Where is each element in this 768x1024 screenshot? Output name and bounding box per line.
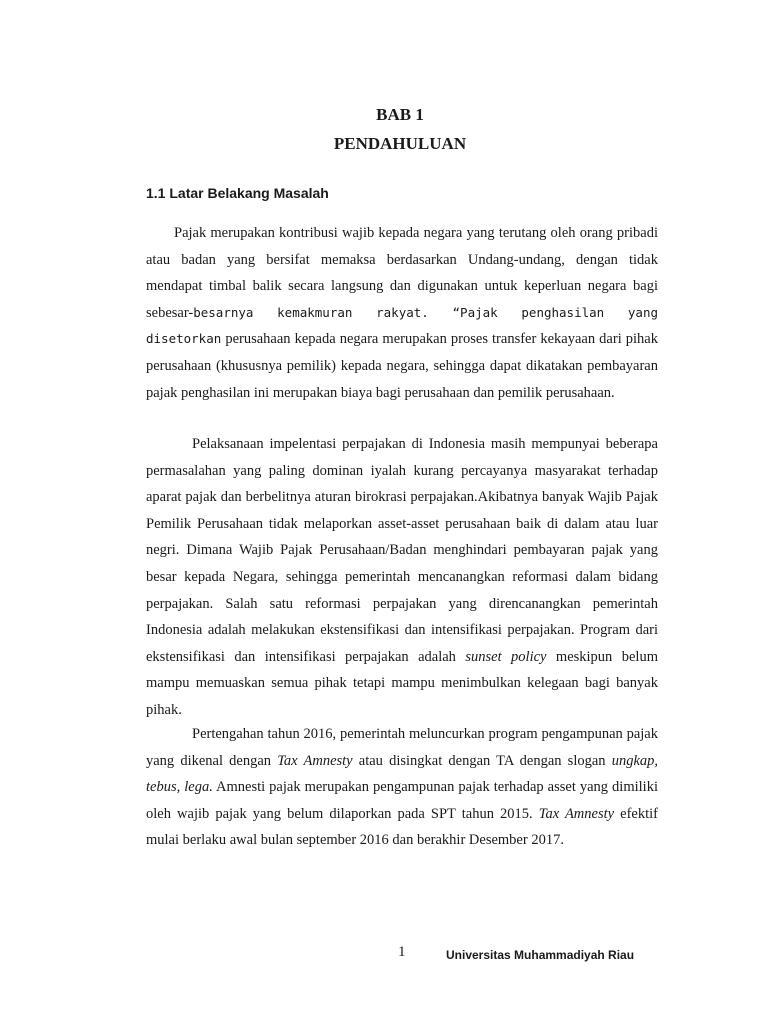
paragraph-3-italic-slogan: ungkap, tebus, lega.: [146, 752, 658, 796]
paragraph-2-text-a: Pelaksanaan impelentasi perpajakan di Indonesia masih mempunyai beberapa permasalahan yang paling dominan iyalah kurang percayanya masyarakat terhadap aparat pajak dan berbelitnya aturan birokrasi perpajakan.Akibatnya banyak Wajib Pajak Pemilik Perusahaan tidak melaporkan asset-asset perusahaan baik di dalam atau luar negri. Dimana Wajib Pajak Perusahaan/Badan menghindari pembayaran pajak yang besar kepada Negara, sehingga pemerintah mencanangkan reformasi dalam bidang perpajakan. Salah satu reformasi perpajakan yang direncanangkan pemerintah Indonesia adalah melakukan ekstensifikasi dan intensifikasi perpajakan. Program dari ekstensifikasi dan intensifikasi perpajakan adalah: [146, 436, 658, 665]
paragraph-3-text-c: Amnesti pajak merupakan pengampunan pajak terhadap asset yang dimiliki oleh wajib pajak yang belum dilaporkan pada SPT tahun 2015.: [146, 779, 658, 822]
paragraph-1-text-mono: besarnya kemakmuran rakyat. “Pajak penghasilan yang disetorkan: [146, 304, 658, 347]
paragraph-3-text-b: atau disingkat dengan TA dengan slogan: [352, 752, 612, 769]
footer-institution: Universitas Muhammadiyah Riau: [446, 948, 635, 962]
paragraph-3-italic-term-1: Tax Amnesty: [277, 752, 353, 769]
paragraph-3: [146, 721, 658, 854]
paragraph-1-text-c: perusahaan kepada negara merupakan proses transfer kekayaan dari pihak perusahaan (khususnya pemilik) kepada negara, sehingga dapat dikatakan pembayaran pajak penghasilan ini merupakan biaya bagi perusahaan dan pemilik perusahaan.: [146, 331, 658, 401]
page-number: 1: [398, 944, 406, 960]
chapter-number: BAB 1: [376, 105, 424, 124]
paragraph-3-text-a: Pertengahan tahun 2016, pemerintah meluncurkan program pengampunan pajak yang dikenal dengan: [146, 726, 658, 769]
paragraph-2: [146, 431, 658, 724]
chapter-title: PENDAHULUAN: [333, 134, 467, 153]
paragraph-2-italic-term: sunset policy: [465, 648, 547, 665]
paragraph-1: [146, 220, 658, 406]
section-title: 1.1 Latar Belakang Masalah: [146, 185, 329, 201]
paragraph-1-text-a: Pajak merupakan kontribusi wajib kepada negara yang terutang oleh orang pribadi atau badan yang bersifat memaksa berdasarkan Undang-undang, dengan tidak mendapat timbal balik secara langsung dan digunakan untuk keperluan negara bagi sebesar-: [146, 225, 658, 321]
paragraph-3-italic-term-2: Tax Amnesty: [538, 805, 615, 822]
paragraph-3-text-d: efektif mulai berlaku awal bulan september 2016 dan berakhir Desember 2017.: [146, 805, 658, 849]
paragraph-2-text-b: meskipun belum mampu memuaskan semua pihak tetapi mampu menimbulkan kelegaan bagi banyak pihak.: [146, 648, 658, 718]
